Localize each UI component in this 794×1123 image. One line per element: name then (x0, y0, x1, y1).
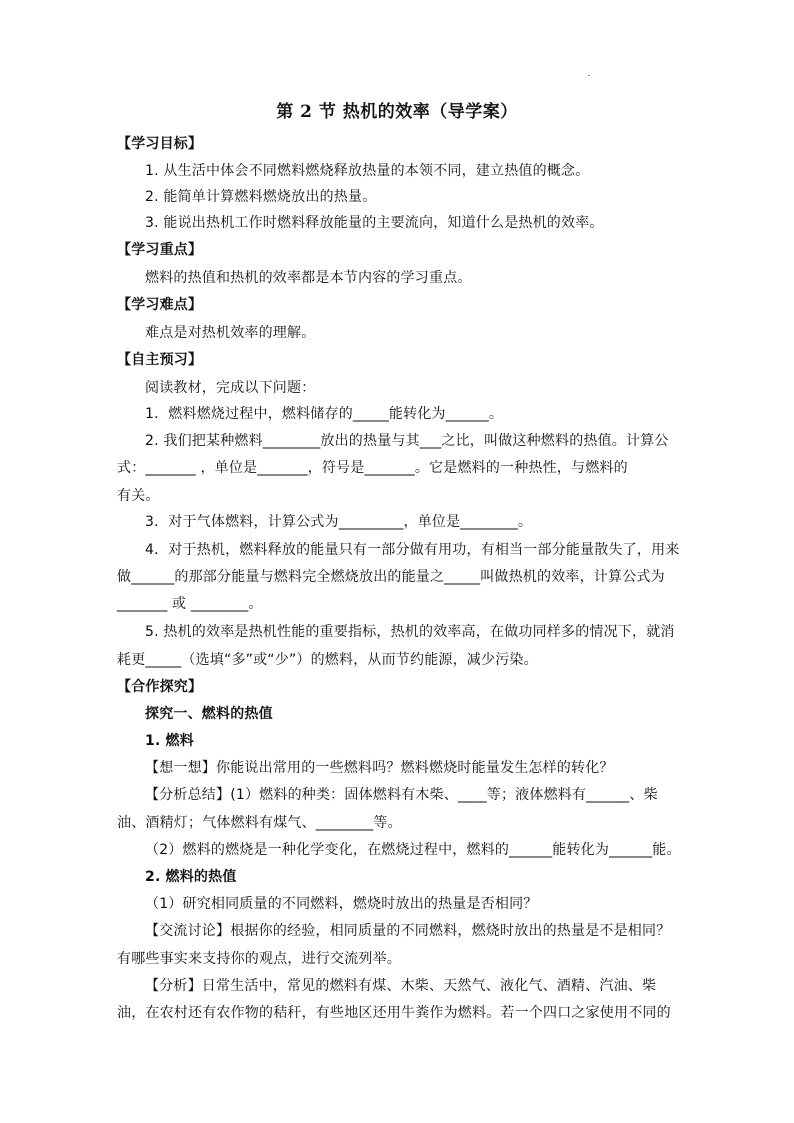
text-line: 式：_______ ，单位是_______，符号是_______。它是燃料的一种热性，与燃料的 (117, 460, 628, 476)
text-line: 阅读教材，完成以下问题： (145, 380, 316, 396)
text-line: 难点是对热机效率的理解。 (145, 325, 316, 341)
text-line: 有关。 (117, 488, 160, 504)
subsection-heading: 2. 燃料的热值 (145, 869, 237, 885)
text-line: 【想一想】你能说出常用的一些燃料吗？燃料燃烧时能量发生怎样的转化？ (145, 760, 614, 776)
text-line: 5. 热机的效率是热机性能的重要指标，热机的效率高，在做功同样多的情况下，就消 (145, 624, 675, 640)
subsection-heading: 探究一、燃料的热值 (145, 706, 273, 722)
section-heading: 【学习重点】 (117, 242, 203, 258)
text-line: 4．对于热机，燃料释放的能量只有一部分做有用功，有相当一部分能量散失了，用来 (145, 542, 680, 558)
text-line: （1）研究相同质量的不同燃料，燃烧时放出的热量是否相同？ (145, 896, 538, 912)
text-line: 燃料的热值和热机的效率都是本节内容的学习重点。 (145, 270, 472, 286)
text-line: _______ 或 ________。 (117, 596, 263, 612)
text-line: 有哪些事实来支持你的观点，进行交流列举。 (117, 951, 401, 967)
text-line: 2. 能简单计算燃料燃烧放出的热量。 (145, 189, 377, 205)
text-line: 【交流讨论】根据你的经验，相同质量的不同燃料，燃烧时放出的热量是不是相同？ (145, 923, 671, 939)
text-line: 3. 能说出热机工作时燃料释放能量的主要流向，知道什么是热机的效率。 (145, 215, 604, 231)
corner-mark (588, 75, 590, 76)
section-heading: 【自主预习】 (117, 352, 203, 368)
text-line: （2）燃料的燃烧是一种化学变化，在燃烧过程中，燃料的______能转化为______能。 (145, 842, 681, 858)
section-heading: 【学习难点】 (117, 297, 203, 313)
text-line: 油，在农村还有农作物的秸秆，有些地区还用牛粪作为燃料。若一个四口之家使用不同的 (117, 1005, 671, 1021)
text-line: 油、酒精灯；气体燃料有煤气、________等。 (117, 815, 402, 831)
text-line: 2. 我们把某种燃料________放出的热量与其___之比，叫做这种燃料的热值。计算公 (145, 433, 669, 449)
text-line: 做______的那部分能量与燃料完全燃烧放出的能量之_____叫做热机的效率，计算公式为 (117, 569, 665, 585)
section-heading: 【学习目标】 (117, 136, 203, 152)
text-line: 耗更_____（选填“多”或“少”）的燃料，从而节约能源，减少污染。 (117, 652, 538, 668)
section-heading: 【合作探究】 (117, 679, 203, 695)
text-line: 【分析】日常生活中，常见的燃料有煤、木柴、天然气、液化气、酒精、汽油、柴 (145, 978, 657, 994)
text-line: 1．燃料燃烧过程中，燃料储存的_____能转化为______。 (145, 406, 504, 422)
text-line: 1. 从生活中体会不同燃料燃烧释放热量的本领不同，建立热值的概念。 (145, 163, 590, 179)
text-line: 【分析总结】(1）燃料的种类：固体燃料有木柴、____等；液体燃料有______、柴 (145, 787, 658, 803)
page-title: 第 2 节 热机的效率（导学案） (276, 102, 518, 122)
text-line: 3．对于气体燃料，计算公式为_________，单位是________。 (145, 514, 533, 530)
subsection-heading: 1. 燃料 (145, 733, 194, 749)
